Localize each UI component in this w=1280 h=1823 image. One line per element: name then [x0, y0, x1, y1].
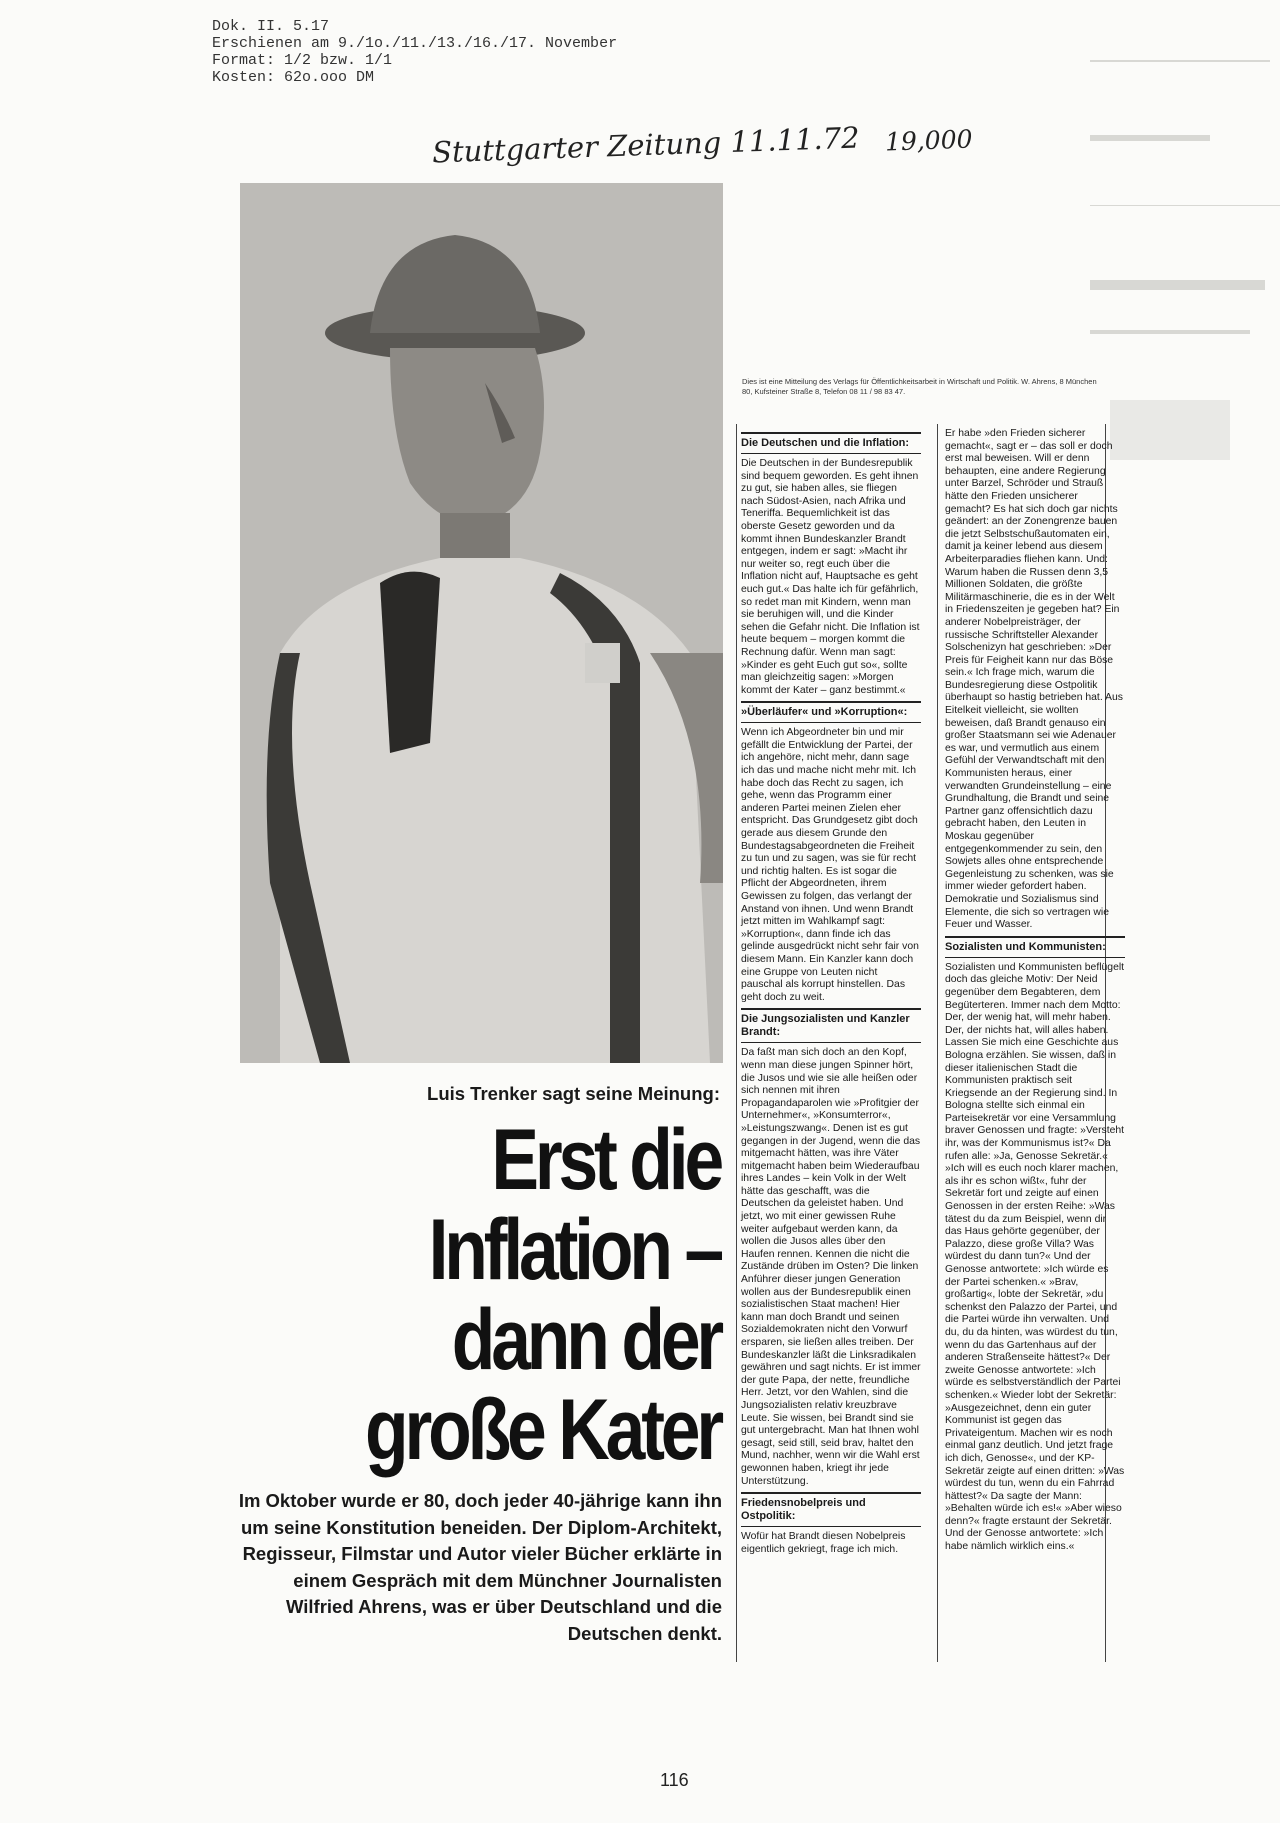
document-meta [212, 18, 617, 86]
article-headline [330, 1112, 720, 1478]
column-rule [937, 424, 938, 1662]
publisher-note: Dies ist eine Mitteilung des Verlags für Öffentlichkeitsarbeit in Wirtschaft und Politik. W. Ahrens, 8 München 80, Kufsteiner Straße 8, Telefon 08 11 / 98 83 47. [742, 377, 1097, 396]
section-text: Da faßt man sich doch an den Kopf, wenn man diese jungen Spinner hört, die Jusos und wie sie alle heißen oder sich nennen mit ihren Propagandaparolen wie »Profitgier der Unternehmer«, »Konsumterror«, »Leistungszwang«. Denen ist es gut gegangen in der Jugend, wenn die das mitgemacht hätten, was ihre Väter mitgemacht haben beim Wiederaufbau ihres Landes – kein Volk in der Welt hätte das geschafft, was die Deutschen da geleistet haben. Und jetzt, wo mit einer gewissen Ruhe weiter aufgebaut werden kann, da wollen die Jusos alles über den Haufen rennen. Kennen die nicht die Zustände drüben im Osten? Die linken Anführer dieser jungen Generation wollen aus der Bundesrepublik einen sozialistischen Staat machen! Hier kann man doch Brandt und seinen Sozialdemokraten nicht den Vorwurf ersparen, sie ließen alles treiben. Der Bundeskanzler läßt die Linksradikalen gewähren und sagt nichts. Er ist immer der gute Papa, der nette, freundliche Herr. Jetzt, vor den Wahlen, sind die Jungsozialisten relativ kreuzbrave Leute. Sie wissen, bei Brandt sind sie gut untergebracht. Man hat Ihnen wohl gesagt, seid still, seid brav, haltet den Mund, nachher, wenn wir die Wahl erst gewonnen haben, kriegt ihr jede Unterstützung. [741, 1047, 921, 1487]
meta-line-2: Erschienen am 9./1o./11./13./16./17. November [212, 35, 618, 52]
section-heading: Friedensnobelpreis und Ostpolitik: [741, 1492, 921, 1527]
column-rule [736, 424, 737, 1662]
section-text: Er habe »den Frieden sicherer gemacht«, sagt er – das soll er doch erst mal beweisen. Will er denn behaupten, eine andere Regierung unter Barzel, Schröder und Strauß hätte den Frieden unsicherer gemacht? Es hat sich doch gar nichts geändert: an der Zonengrenze bauen die jetzt Selbstschußautomaten ein, damit ja keiner lebend aus diesem Arbeiterparadies fliehen kann. Und: Warum haben die Russen denn 3,5 Millionen Soldaten, die größte Militärmaschinerie, die es in der Welt in Friedenszeiten je gegeben hat? Ein anderer Nobelpreisträger, der russische Schriftsteller Alexander Solschenizyn hat geschrieben: »Der Preis für Feigheit kann nur das Böse sein.« Ich frage mich, warum die Bundesregierung diese Ostpolitik überhaupt so hastig betrieben hat. Aus Eitelkeit vielleicht, sie wollten beweisen, daß Brandt genauso ein großer Staatsmann sei wie Adenauer es war, und vermutlich aus einem Gefühl der Verwandtschaft mit den Kommunisten heraus, einer verwandten Grundeinstellung – eine Grundhaltung, die Brandt und seine Partner ganz offensichtlich dazu gebracht haben, den Leuten in Moskau gegenüber entgegenkommender zu sein, den Sowjets alles ohne entsprechende Gegenleistung zu schenken, was sie immer wieder gefordert haben. Demokratie und Sozialismus sind Elemente, die sich so vertragen wie Feuer und Wasser. [945, 428, 1123, 931]
headline-line-1: Erst die [491, 1112, 720, 1208]
handwritten-source: Stuttgarter Zeitung 11.11.72 [431, 120, 861, 170]
headline-line-4: große Kater [365, 1382, 720, 1478]
article-subhead: Luis Trenker sagt seine Meinung: [427, 1083, 720, 1104]
section-heading: Die Deutschen und die Inflation: [741, 432, 921, 454]
section-heading: Sozialisten und Kommunisten: [945, 936, 1125, 958]
meta-line-4: Kosten: 62o.ooo DM [212, 69, 375, 86]
headline-line-2: Inflation – [428, 1202, 720, 1298]
page-number: 116 [660, 1770, 689, 1790]
section-text: Wenn ich Abgeordneter bin und mir gefällt die Entwicklung der Partei, der ich angehöre, nicht mehr, dann sage ich das und mache nicht mehr mit. Ich habe doch das Recht zu sagen, ich gehe, wenn das Programm einer anderen Partei meinen Zielen eher entspricht. Das Grundgesetz gibt doch gerade aus diesem Grunde den Bundestagsabgeordneten die Freiheit zu tun und zu sagen, was sie für recht und richtig halten. Es ist sogar die Pflicht der Abgeordneten, ihrem Gewissen zu folgen, das verlangt der Anstand von ihnen. Und wenn Brandt jetzt mitten im Wahlkampf sagt: »Korruption«, dann finde ich das gelinde ausgedrückt nicht sehr fair von diesem Mann. Ein Kanzler kann doch eine Gruppe von Leuten nicht pauschal als korrupt hinstellen. Das geht doch zu weit. [741, 727, 919, 1003]
article-intro: Im Oktober wurde er 80, doch jeder 40-jährige kann ihn um seine Konstitution beneiden. Der Diplom-Architekt, Regisseur, Filmstar und Autor vieler Bücher erklärte in einem Gespräch mit dem Münchner Journalisten Wilfried Ahrens, was er über Deutschland und die Deutschen denkt. [238, 1490, 722, 1644]
meta-line-1: Dok. II. 5.17 [212, 18, 330, 35]
handwritten-count: 19,000 [884, 124, 973, 157]
article-column-2 [945, 428, 1125, 1558]
meta-line-3: Format: 1/2 bzw. 1/1 [212, 52, 393, 69]
article-column-1 [741, 428, 921, 1560]
section-heading: »Überläufer« und »Korruption«: [741, 701, 921, 723]
section-heading: Die Jungsozialisten und Kanzler Brandt: [741, 1008, 921, 1043]
section-text: Wofür hat Brandt diesen Nobelpreis eigentlich gekriegt, frage ich mich. [741, 1531, 906, 1555]
portrait-photo [240, 183, 723, 1063]
section-text: Sozialisten und Kommunisten beflügelt doch das gleiche Motiv: Der Neid gegenüber dem Begabteren, dem Begüterteren. Immer nach dem Motto: Der, der wenig hat, will mehr haben. Der, der nichts hat, will alles haben. Lassen Sie mich eine Geschichte aus Bologna erzählen. Sie wissen, daß in dieser italienischen Stadt die Kommunisten praktisch seit Kriegsende an der Regierung sind. In Bologna stellte sich einmal ein Parteisekretär vor eine Versammlung braver Genossen und fragte: »Versteht ihr, was der Kommunismus ist?« Da rufen alle: »Ja, Genosse Sekretär.« »Ich will es euch noch klarer machen, als ihr es schon wißt«, fuhr der Sekretär fort und zeigte auf einen Genossen in der ersten Reihe: »Was tätest du da zum Beispiel, wenn dir das Haus gehörte gegenüber, der Palazzo, diese große Villa? Was würdest du dann tun?« Und der Genosse antwortete: »Ich würde es der Partei schenken.« »Brav, großartig«, lobte der Sekretär, »du schenkst den Palazzo der Partei, und die Partei würde ihn verwalten. Und du, du da hinten, was würdest du tun, wenn du das Gartenhaus auf der anderen Straßenseite hättest?« Der zweite Genosse antwortete: »Ich würde es selbstverständlich der Partei schenken.« Wieder lobt der Sekretär: »Ausgezeichnet, denn ein guter Kommunist ist gegen das Privateigentum. Machen wir es noch einmal ganz deutlich. Und jetzt frage ich dich, Genosse«, und der KP-Sekretär zeigte auf einen dritten: »Was würdest du tun, wenn du ein Fahrrad hättest?« Da sagte der Mann: »Behalten würde ich es!« »Aber wieso denn?« fragte erstaunt der Sekretär. Und der Genosse antwortete: »Ich habe nämlich wirklich eins.« [945, 961, 1125, 1553]
section-text: Die Deutschen in der Bundesrepublik sind bequem geworden. Es geht ihnen zu gut, sie haben alles, sie fliegen nach Südost-Asien, nach Afrika und Teneriffa. Bequemlichkeit ist das oberste Gesetz geworden und da kommt ihnen Bundeskanzler Brandt entgegen, indem er sagt: »Macht ihr nur weiter so, regt euch über die Inflation nicht auf, Hauptsache es geht euch gut.« Das halte ich für gefährlich, so redet man mit Kindern, wenn man sie beruhigen will, und die Kinder sehen die Gefahr nicht. Die Inflation ist heute bequem – morgen kommt die Rechnung dafür. Wenn man sagt: »Kinder es geht Euch gut so«, sollte man gleichzeitig sagen: »Morgen kommt der Kater – ganz bestimmt.« [741, 458, 920, 696]
headline-line-3: dann der [451, 1292, 720, 1388]
